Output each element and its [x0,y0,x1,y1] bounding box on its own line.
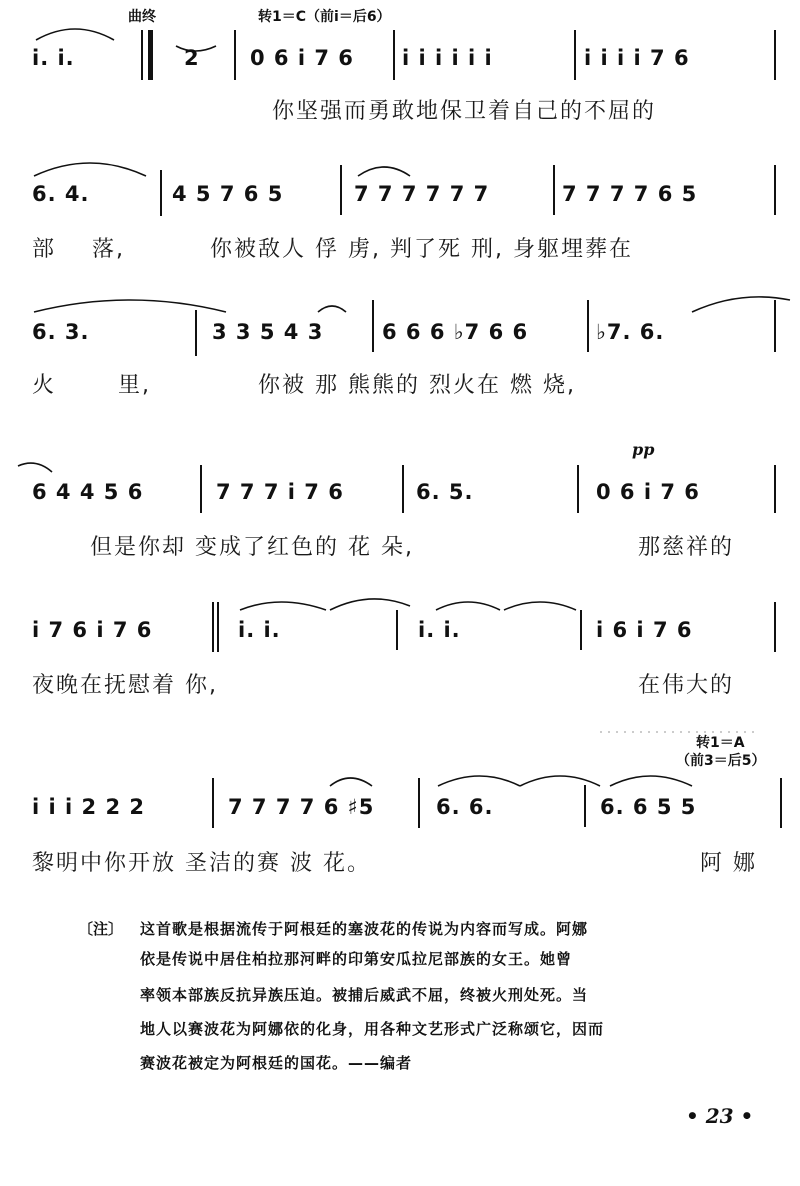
lyrics-line: 在伟大的 [638,673,735,698]
measure-notes: 2 [184,46,200,70]
measure-notes: i. i. [32,46,75,70]
measure-notes: 4 5 7 6 5 [172,182,284,206]
dynamic-marking: pp [632,440,655,459]
measure-notes: i i i i 7 6 [584,46,690,70]
fine-marking: 曲终 [128,9,156,25]
lyrics-line: 你坚强而勇敢地保卫着自己的不屈的 [272,99,657,124]
lyrics-word: 部 [32,237,57,262]
measure-notes: 0 6 i 7 6 [250,46,354,70]
measure-notes: 7 7 7 i 7 6 [216,480,344,504]
measure-notes: 6 6 6 ♭7 6 6 [382,320,529,344]
lyrics-line: 但是你却 变成了红色的 花 朵, [90,535,414,560]
page-number: • 23 • [686,1104,754,1128]
lyrics-line: 那慈祥的 [638,535,735,560]
footnote-line: 依是传说中居住柏拉那河畔的印第安瓜拉尼部族的女王。她曾 [140,950,573,968]
footnote-line: 赛波花被定为阿根廷的国花。——编者 [140,1054,413,1072]
measure-notes: 6. 4. [32,182,90,206]
measure-notes: i i i i i i [402,46,493,70]
measure-notes: 6 4 4 5 6 [32,480,144,504]
lyrics-word: 落, [92,237,125,262]
measure-notes: 7 7 7 7 6 5 [562,182,698,206]
footnote-line: 率领本部族反抗异族压迫。被捕后威武不屈，终被火刑处死。当 [140,986,589,1004]
key-modulation-marking: 转1＝C（前i＝后6） [258,9,391,25]
measure-notes: i 6 i 7 6 [596,618,693,642]
key-modulation-marking: 转1＝A [696,735,745,751]
measure-notes: 7 7 7 7 6 ♯5 [228,795,375,819]
measure-notes: 6. 3. [32,320,90,344]
measure-notes: i. i. [238,618,281,642]
footnote-line: 这首歌是根据流传于阿根廷的塞波花的传说为内容而写成。阿娜 [140,920,589,938]
lyrics-line: 黎明中你开放 圣洁的赛 波 花。 [32,851,371,876]
key-modulation-note: （前3＝后5） [676,753,766,769]
measure-notes: i. i. [418,618,461,642]
lyrics-line: 阿 娜 [700,851,757,876]
measure-notes: i 7 6 i 7 6 [32,618,153,642]
footnote-line: 地人以赛波花为阿娜依的化身，用各种文艺形式广泛称颂它，因而 [140,1020,605,1038]
measure-notes: 7 7 7 7 7 7 [354,182,490,206]
measure-notes: 6. 6 5 5 [600,795,697,819]
measure-notes: 0 6 i 7 6 [596,480,700,504]
footnote-tag: 〔注〕 [78,920,124,938]
measure-notes: 6. 6. [436,795,494,819]
lyrics-word: 里, [118,373,151,398]
measure-notes: i i i 2 2 2 [32,795,145,819]
lyrics-line: 夜晚在抚慰着 你, [32,673,218,698]
measure-notes: 6. 5. [416,480,474,504]
measure-notes: ♭7. 6. [596,320,665,344]
lyrics-line: 你被敌人 俘 虏, 判了死 刑, 身躯埋葬在 [210,237,633,262]
measure-notes: 3 3 5 4 3 [212,320,324,344]
lyrics-line: 你被 那 熊熊的 烈火在 燃 烧, [258,373,576,398]
lyrics-word: 火 [32,373,57,398]
